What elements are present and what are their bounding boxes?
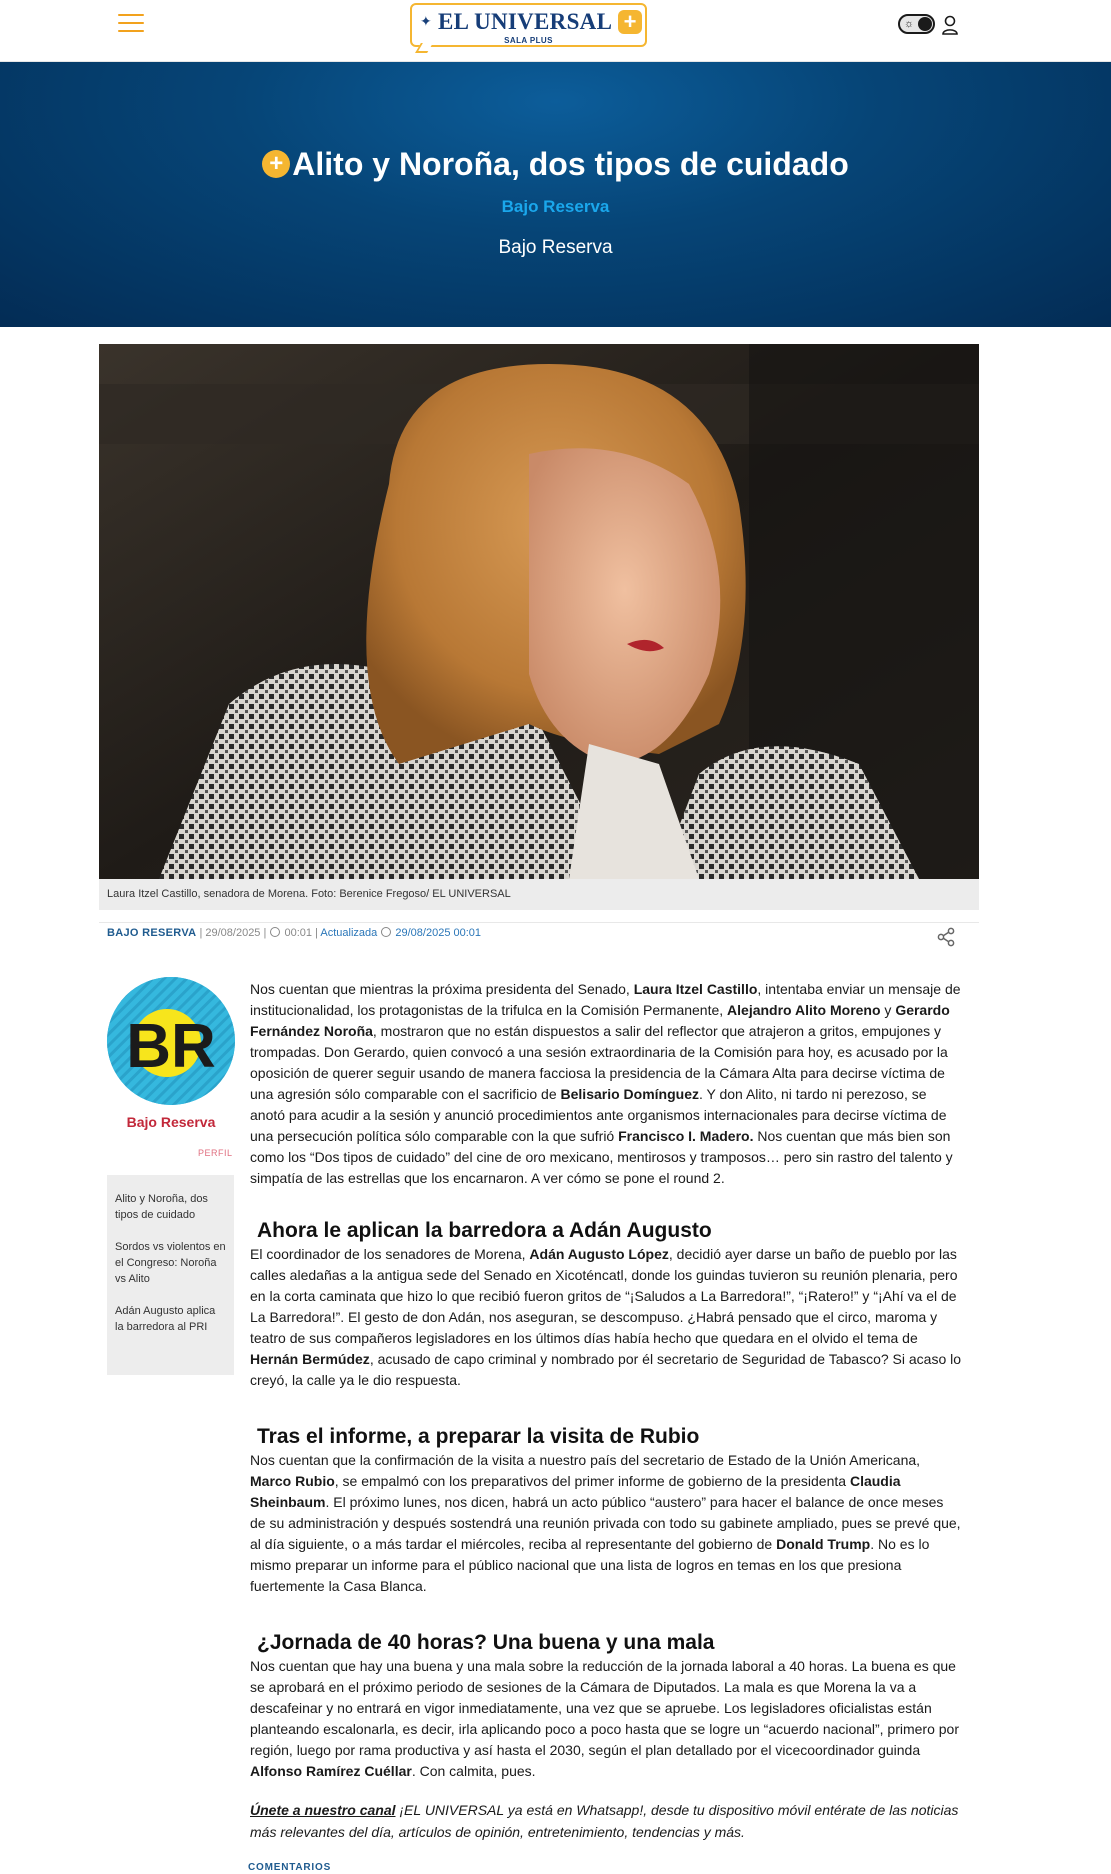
text: El coordinador de los senadores de Morena, [250, 1246, 530, 1262]
person-name: Hernán Bermúdez [250, 1351, 370, 1367]
person-name: Adán Augusto López [529, 1246, 669, 1262]
text: , mostraron que no están dispuestos a salir del reflector que atrajeron a gritos, empujones y trompadas. Don Gerardo, quien convocó a una sesión extraordinaria de la Comisión para hoy, es acusado por la oposición de querer seguir usando de manera facciosa la presidencia de la Cámara Alta para decirse víctima de una agresión sólo comparable con el sacrificio de [250, 1023, 948, 1102]
plus-icon: + [618, 10, 642, 34]
author-avatar[interactable] [107, 977, 235, 1105]
subheading: Tras el informe, a preparar la visita de Rubio [257, 1425, 700, 1448]
related-articles [107, 1175, 234, 1375]
text: , se empalmó con los preparativos del primer informe de gobierno de la presidenta [334, 1473, 850, 1489]
hamburger-menu-icon[interactable] [118, 14, 144, 36]
paragraph [250, 1450, 962, 1597]
person-name: Laura Itzel Castillo [633, 981, 758, 997]
related-article-link[interactable]: Alito y Noroña, dos tipos de cuidado [115, 1193, 208, 1221]
person-name: Marco Rubio [250, 1473, 335, 1489]
eagle-icon: ✦ [420, 13, 432, 29]
text: , decidió ayer darse un baño de pueblo por las calles aledañas a la antigua sede del Senado en Xicoténcatl, donde los guindas tuvieron su reunión plenaria, pero en la corta caminata que hizo lo que recibió fueron gritos de “¡Saludos a La Barredora!”, “¡Ratero!” y “¡Ahí va el de La Barredora!”. El gesto de don Adán, nos aseguran, se descompuso. ¿Habrá pensado que el circo, maroma y teatro de sus compañeros legisladores en los últimos días había hecho que quedara en el olvido el tema de [250, 1246, 958, 1346]
person-name: Alejandro Alito Moreno [727, 1002, 881, 1018]
person-name: Belisario Domínguez [560, 1086, 699, 1102]
section-link[interactable]: Bajo Reserva [501, 197, 610, 216]
user-icon[interactable] [940, 14, 960, 36]
text: . Y don Alito, ni tardo ni perezoso, se anotó para acudir a la sesión y anunció procedimientos ante organismos internacionales para decirse víctima de una persecución política sólo comparable con la que sufrió [250, 1086, 947, 1144]
site-header [0, 0, 1111, 62]
article-title-text: Alito y Noroña, dos tipos de cuidado [292, 146, 849, 182]
text: , intentaba enviar un mensaje de institucionalidad, los protagonistas de la trifulca en la Comisión Permanente, [250, 981, 961, 1018]
clock-icon [270, 927, 280, 937]
person-name: Alfonso Ramírez Cuéllar [250, 1763, 412, 1779]
meta-updated-label: Actualizada [320, 927, 378, 939]
article-photo [99, 344, 979, 879]
hero-author: Bajo Reserva [498, 237, 613, 258]
related-article-link[interactable]: Adán Augusto aplica la barredora al PRI [115, 1305, 216, 1333]
person-name: Donald Trump [776, 1536, 871, 1552]
meta-time: 00:01 [284, 927, 313, 939]
toggle-knob [918, 17, 932, 31]
meta-updated-datetime: 29/08/2025 00:01 [395, 927, 482, 939]
author-name[interactable]: Bajo Reserva [126, 1114, 216, 1130]
article-meta: BAJO RESERVA | 29/08/2025 | 00:01 | Actualizada 29/08/2025 00:01 [99, 922, 979, 952]
article-hero [0, 62, 1111, 327]
subheading: ¿Jornada de 40 horas? Una buena y una mala [257, 1631, 715, 1654]
photo-illustration [99, 344, 979, 879]
clock-icon [381, 927, 391, 937]
text: Nos cuentan que mientras la próxima presidenta del Senado, [250, 981, 634, 997]
photo-caption: Laura Itzel Castillo, senadora de Morena. Foto: Berenice Fregoso/ EL UNIVERSAL [99, 879, 979, 910]
meta-section-link[interactable]: BAJO RESERVA [107, 927, 197, 939]
paragraph [250, 979, 962, 1189]
author-avatar-image [107, 977, 235, 1105]
paragraph [250, 1656, 962, 1782]
brand-name: EL UNIVERSAL [438, 9, 613, 34]
text: . El próximo lunes, nos dicen, habrá un acto público “austero” para hacer el balance de once meses de su administración y después sostendrá una reunión privada con todo su gabinete ampliado, pues se prevé que, al día siguiente, o a más tardar el miércoles, reciba al representante del gobierno de [250, 1494, 961, 1552]
article-body [250, 979, 962, 1782]
text: Nos cuentan que la confirmación de la visita a nuestro país del secretario de Estado de la Unión Americana, [250, 1452, 921, 1468]
sun-icon: ☼ [904, 18, 915, 30]
plus-circle-icon: + [262, 150, 290, 178]
person-name: Gerardo Fernández Noroña [250, 1002, 950, 1039]
paragraph [250, 1244, 962, 1391]
perfil-link[interactable]: PERFIL [198, 1148, 233, 1158]
comments-link[interactable]: COMENTARIOS [248, 1862, 332, 1873]
text: , acusado de capo criminal y nombrado por él secretario de Seguridad de Tabasco? Si acaso lo creyó, la calle ya le dio respuesta. [250, 1351, 962, 1388]
text: . Con calmita, pues. [411, 1763, 536, 1779]
avatar-initials: BR [126, 1012, 216, 1081]
meta-date: 29/08/2025 [205, 927, 261, 939]
cta-text: ¡EL UNIVERSAL ya está en Whatsapp!, desde tu dispositivo móvil entérate de las noticias más relevantes del día, artículos de opinión, entretenimiento, tendencias y más. [250, 1802, 959, 1840]
text: . No es lo mismo preparar un informe para el público nacional que una lista de logros en temas en los que presiona fuertemente la Casa Blanca. [250, 1536, 930, 1594]
site-logo[interactable] [410, 3, 647, 47]
share-icon[interactable] [937, 927, 955, 947]
text: Nos cuentan que más bien son como los “Dos tipos de cuidado” del cine de oro mexicano, mentirosos y tramposos… pero sin rastro del talento y simpatía de las estrellas que los encarnaron. A ver cómo se pone el round 2. [250, 1128, 953, 1186]
text: Nos cuentan que hay una buena y una mala sobre la reducción de la jornada laboral a 40 horas. La buena es que se aprobará en el próximo periodo de sesiones de la Cámara de Diputados. La mala es que Morena la va a descafeinar y no entrará en vigor inmediatamente, una vez que se apruebe. Los legisladores oficialistas están planteando escalonarla, es decir, irla aplicando poco a poco hasta que se logre un “acuerdo nacional”, primero por región, luego por rama productiva y así hasta el 2030, según el plan detallado por el vicecoordinador guinda [250, 1658, 960, 1758]
whatsapp-cta [250, 1799, 962, 1843]
person-name: Francisco I. Madero. [618, 1128, 754, 1144]
text: y [880, 1002, 896, 1018]
whatsapp-channel-link[interactable]: Únete a nuestro canal [250, 1802, 396, 1818]
related-article-link[interactable]: Sordos vs violentos en el Congreso: Noroña vs Alito [115, 1241, 226, 1285]
person-name: Claudia Sheinbaum [250, 1473, 901, 1510]
article-title [0, 146, 1111, 183]
theme-toggle[interactable] [898, 14, 935, 34]
subheading: Ahora le aplican la barredora a Adán Augusto [257, 1219, 712, 1242]
brand-subtitle: SALA PLUS [504, 36, 553, 45]
